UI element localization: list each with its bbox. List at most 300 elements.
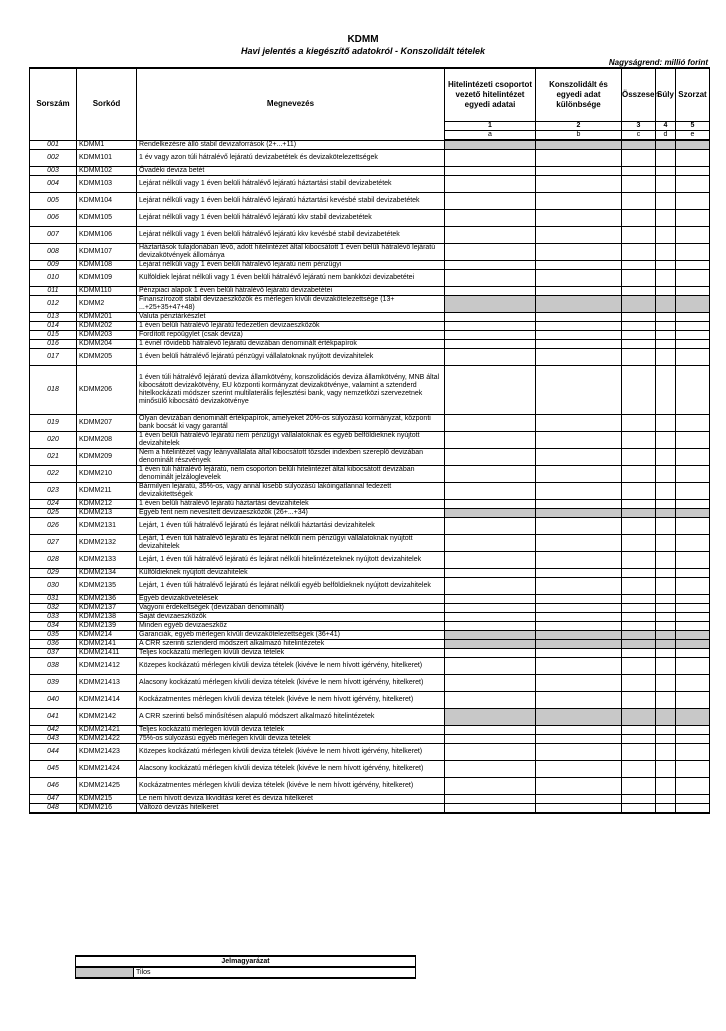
row-name: Háztartások tulajdonában lévő, adott hitelintézet által kibocsátott 1 éven belüli hátralévő lejáratú devizakötvények állománya [137, 244, 445, 261]
data-cell[interactable] [536, 778, 622, 795]
row-code: KDMM21413 [77, 675, 137, 692]
table-row [30, 658, 710, 675]
data-cell[interactable] [536, 244, 622, 261]
data-cell[interactable] [445, 744, 536, 761]
data-cell[interactable] [622, 349, 656, 366]
data-cell[interactable] [622, 366, 656, 415]
cell-forbidden [676, 296, 710, 313]
data-cell[interactable] [445, 552, 536, 569]
row-name: Kockázatmentes mérlegen kívüli deviza tételek (kivéve le nem hívott igérvény, hitelkeret) [137, 692, 445, 709]
data-cell[interactable] [622, 331, 656, 340]
data-cell[interactable] [536, 795, 622, 804]
data-cell[interactable] [622, 518, 656, 535]
data-cell[interactable] [445, 210, 536, 227]
data-cell[interactable] [622, 150, 656, 167]
data-cell[interactable] [536, 322, 622, 331]
data-cell[interactable] [656, 167, 676, 176]
data-cell[interactable] [622, 761, 656, 778]
data-cell[interactable] [656, 313, 676, 322]
data-cell[interactable] [656, 287, 676, 296]
data-cell[interactable] [656, 692, 676, 709]
table-row [30, 167, 710, 176]
data-cell[interactable] [656, 622, 676, 631]
data-cell[interactable] [536, 415, 622, 432]
row-name: Egyéb devizakövetelések [137, 595, 445, 604]
data-cell[interactable] [676, 692, 710, 709]
data-cell[interactable] [622, 449, 656, 466]
data-cell[interactable] [656, 340, 676, 349]
data-cell[interactable] [536, 340, 622, 349]
data-cell[interactable] [536, 432, 622, 449]
data-cell[interactable] [622, 804, 656, 814]
data-cell[interactable] [656, 331, 676, 340]
data-cell[interactable] [622, 340, 656, 349]
cell-forbidden [656, 140, 676, 150]
data-cell[interactable] [622, 658, 656, 675]
data-cell[interactable] [622, 578, 656, 595]
data-cell[interactable] [656, 578, 676, 595]
row-name: 1 évnél rövidebb hátralévő lejáratú devizában denominált értékpapírok [137, 340, 445, 349]
row-code: KDMM211 [77, 483, 137, 500]
data-cell[interactable] [622, 535, 656, 552]
row-name: 1 éven túli hátralévő lejáratú, nem csoporton belüli hitelintézet által kibocsátott devizában denominált jelzáloglevelek [137, 466, 445, 483]
table-row [30, 244, 710, 261]
data-cell[interactable] [676, 622, 710, 631]
data-cell[interactable] [676, 331, 710, 340]
data-cell[interactable] [676, 176, 710, 193]
row-name: A CRR szerinti belső minősítésen alapuló módszert alkalmazó hitelintézetek [137, 709, 445, 726]
row-code: KDMM2132 [77, 535, 137, 552]
data-cell[interactable] [676, 227, 710, 244]
row-number: 012 [30, 296, 77, 313]
data-cell[interactable] [676, 313, 710, 322]
data-cell[interactable] [676, 322, 710, 331]
data-cell[interactable] [656, 649, 676, 658]
row-code: KDMM109 [77, 270, 137, 287]
cell-forbidden [676, 640, 710, 649]
data-cell[interactable] [536, 744, 622, 761]
data-cell[interactable] [622, 552, 656, 569]
data-cell[interactable] [622, 210, 656, 227]
data-cell[interactable] [622, 244, 656, 261]
data-cell[interactable] [445, 658, 536, 675]
data-cell[interactable] [536, 804, 622, 814]
row-code: KDMM21424 [77, 761, 137, 778]
data-cell[interactable] [676, 726, 710, 735]
data-cell[interactable] [656, 675, 676, 692]
data-cell[interactable] [536, 261, 622, 270]
data-cell[interactable] [676, 552, 710, 569]
data-cell[interactable] [656, 595, 676, 604]
data-cell[interactable] [676, 500, 710, 509]
data-cell[interactable] [676, 675, 710, 692]
data-cell[interactable] [676, 761, 710, 778]
data-cell[interactable] [445, 366, 536, 415]
data-cell[interactable] [676, 466, 710, 483]
data-cell[interactable] [676, 366, 710, 415]
data-cell[interactable] [536, 287, 622, 296]
data-cell[interactable] [445, 176, 536, 193]
data-cell[interactable] [445, 535, 536, 552]
data-cell[interactable] [445, 432, 536, 449]
data-cell[interactable] [445, 569, 536, 578]
data-cell[interactable] [536, 466, 622, 483]
cell-forbidden [536, 296, 622, 313]
data-cell[interactable] [622, 287, 656, 296]
col-letter: c [622, 131, 656, 141]
cell-forbidden [536, 509, 622, 518]
data-cell[interactable] [656, 726, 676, 735]
data-cell[interactable] [656, 483, 676, 500]
row-name: Lejárt, 1 éven túli hátralévő lejáratú és lejárat nélküli egyéb belföldieknek nyújtott devizahitelek [137, 578, 445, 595]
data-cell[interactable] [656, 150, 676, 167]
data-cell[interactable] [676, 804, 710, 814]
data-cell[interactable] [656, 449, 676, 466]
data-cell[interactable] [536, 193, 622, 210]
col-number: 1 [445, 122, 536, 131]
row-number: 029 [30, 569, 77, 578]
data-cell[interactable] [536, 569, 622, 578]
data-cell[interactable] [676, 595, 710, 604]
data-cell[interactable] [445, 735, 536, 744]
data-cell[interactable] [622, 167, 656, 176]
data-cell[interactable] [622, 622, 656, 631]
data-cell[interactable] [445, 270, 536, 287]
data-cell[interactable] [445, 449, 536, 466]
row-code: KDMM203 [77, 331, 137, 340]
data-cell[interactable] [445, 261, 536, 270]
data-cell[interactable] [622, 692, 656, 709]
data-cell[interactable] [445, 287, 536, 296]
data-cell[interactable] [656, 569, 676, 578]
data-cell[interactable] [656, 613, 676, 622]
row-code: KDMM207 [77, 415, 137, 432]
data-cell[interactable] [676, 795, 710, 804]
data-cell[interactable] [536, 761, 622, 778]
data-cell[interactable] [536, 500, 622, 509]
data-cell[interactable] [445, 604, 536, 613]
data-cell[interactable] [445, 483, 536, 500]
data-cell[interactable] [656, 535, 676, 552]
row-number: 044 [30, 744, 77, 761]
data-cell[interactable] [622, 270, 656, 287]
data-cell[interactable] [676, 210, 710, 227]
data-cell[interactable] [445, 778, 536, 795]
data-cell[interactable] [622, 675, 656, 692]
data-cell[interactable] [536, 658, 622, 675]
data-cell[interactable] [622, 795, 656, 804]
row-number: 015 [30, 331, 77, 340]
data-cell[interactable] [656, 415, 676, 432]
data-cell[interactable] [622, 604, 656, 613]
data-cell[interactable] [536, 595, 622, 604]
data-cell[interactable] [536, 675, 622, 692]
row-number: 032 [30, 604, 77, 613]
data-cell[interactable] [445, 244, 536, 261]
data-cell[interactable] [656, 366, 676, 415]
data-cell[interactable] [656, 322, 676, 331]
col-header-sorkod: Sorkód [77, 68, 137, 140]
data-cell[interactable] [676, 287, 710, 296]
data-cell[interactable] [656, 500, 676, 509]
table-row [30, 322, 710, 331]
data-cell[interactable] [676, 244, 710, 261]
data-cell[interactable] [445, 726, 536, 735]
data-cell[interactable] [622, 466, 656, 483]
data-cell[interactable] [445, 804, 536, 814]
data-cell[interactable] [445, 795, 536, 804]
data-cell[interactable] [676, 167, 710, 176]
data-cell[interactable] [676, 735, 710, 744]
cell-forbidden [622, 709, 656, 726]
cell-forbidden [656, 296, 676, 313]
data-cell[interactable] [676, 483, 710, 500]
row-number: 019 [30, 415, 77, 432]
data-cell[interactable] [536, 649, 622, 658]
data-cell[interactable] [656, 466, 676, 483]
data-cell[interactable] [656, 735, 676, 744]
row-number: 042 [30, 726, 77, 735]
row-number: 007 [30, 227, 77, 244]
data-cell[interactable] [536, 622, 622, 631]
data-cell[interactable] [622, 500, 656, 509]
data-cell[interactable] [676, 193, 710, 210]
data-cell[interactable] [656, 244, 676, 261]
data-cell[interactable] [656, 432, 676, 449]
row-name: Teljes kockázatú mérlegen kívüli deviza tételek [137, 649, 445, 658]
row-number: 016 [30, 340, 77, 349]
table-row [30, 778, 710, 795]
row-number: 036 [30, 640, 77, 649]
data-cell[interactable] [656, 795, 676, 804]
table-row [30, 761, 710, 778]
data-cell[interactable] [536, 483, 622, 500]
table-row [30, 449, 710, 466]
data-cell[interactable] [656, 227, 676, 244]
data-cell[interactable] [536, 449, 622, 466]
data-cell[interactable] [676, 432, 710, 449]
data-cell[interactable] [536, 366, 622, 415]
row-number: 038 [30, 658, 77, 675]
data-cell[interactable] [622, 726, 656, 735]
data-cell[interactable] [536, 270, 622, 287]
data-cell[interactable] [656, 270, 676, 287]
data-cell[interactable] [536, 227, 622, 244]
col-header-2: Konszolidált és egyedi adat különbsége [536, 68, 622, 122]
legend-label: Tilos [134, 967, 416, 978]
data-cell[interactable] [445, 622, 536, 631]
data-cell[interactable] [676, 658, 710, 675]
data-cell[interactable] [445, 613, 536, 622]
data-cell[interactable] [676, 340, 710, 349]
table-row [30, 415, 710, 432]
data-cell[interactable] [445, 692, 536, 709]
data-cell[interactable] [622, 261, 656, 270]
col-letter: d [656, 131, 676, 141]
data-cell[interactable] [622, 322, 656, 331]
data-cell[interactable] [656, 176, 676, 193]
data-cell[interactable] [656, 518, 676, 535]
data-cell[interactable] [445, 595, 536, 604]
row-name: Valuta pénztárkészlet [137, 313, 445, 322]
data-cell[interactable] [656, 210, 676, 227]
data-cell[interactable] [676, 535, 710, 552]
data-cell[interactable] [536, 692, 622, 709]
table-row [30, 500, 710, 509]
table-row [30, 509, 710, 518]
data-cell[interactable] [536, 578, 622, 595]
data-cell[interactable] [676, 261, 710, 270]
table-row [30, 432, 710, 449]
data-cell[interactable] [536, 349, 622, 366]
row-name: Külföldieknek nyújtott devizahitelek [137, 569, 445, 578]
table-row [30, 270, 710, 287]
data-cell[interactable] [676, 349, 710, 366]
data-cell[interactable] [622, 613, 656, 622]
data-cell[interactable] [445, 466, 536, 483]
data-cell[interactable] [445, 415, 536, 432]
row-name: Egyéb fent nem nevesített devizaeszközök (26+...+34) [137, 509, 445, 518]
data-cell[interactable] [445, 167, 536, 176]
data-cell[interactable] [676, 604, 710, 613]
data-cell[interactable] [445, 227, 536, 244]
data-cell[interactable] [536, 735, 622, 744]
report-subtitle: Havi jelentés a kiegészítő adatokról - Konszolidált tételek [240, 46, 486, 56]
data-cell[interactable] [676, 415, 710, 432]
data-cell[interactable] [445, 349, 536, 366]
table-row [30, 483, 710, 500]
row-name: Közepes kockázatú mérlegen kívüli deviza tételek (kivéve le nem hívott igérvény, hitelkeret) [137, 744, 445, 761]
col-header-4: Súly [656, 68, 676, 122]
row-name: Lejárt, 1 éven túli hátralévő lejáratú és lejárat nélküli hitelintézeteknek nyújtott devizahitelek [137, 552, 445, 569]
row-code: KDMM2139 [77, 622, 137, 631]
data-cell[interactable] [536, 176, 622, 193]
data-cell[interactable] [676, 649, 710, 658]
row-name: Le nem hívott deviza likviditási keret és deviza hitelkeret [137, 795, 445, 804]
data-cell[interactable] [622, 744, 656, 761]
data-cell[interactable] [676, 778, 710, 795]
data-cell[interactable] [445, 675, 536, 692]
data-cell[interactable] [445, 761, 536, 778]
data-cell[interactable] [536, 150, 622, 167]
data-cell[interactable] [676, 569, 710, 578]
data-cell[interactable] [536, 552, 622, 569]
cell-forbidden [676, 631, 710, 640]
table-row [30, 744, 710, 761]
row-code: KDMM202 [77, 322, 137, 331]
data-cell[interactable] [536, 313, 622, 322]
data-cell[interactable] [536, 726, 622, 735]
unit-label: Nagyságrend: millió forint [608, 58, 708, 67]
row-code: KDMM212 [77, 500, 137, 509]
data-cell[interactable] [445, 322, 536, 331]
data-cell[interactable] [676, 150, 710, 167]
data-cell[interactable] [536, 535, 622, 552]
table-row [30, 518, 710, 535]
row-number: 011 [30, 287, 77, 296]
data-cell[interactable] [656, 658, 676, 675]
cell-forbidden [622, 296, 656, 313]
row-name: Lejárt, 1 éven túli hátralévő lejáratú és lejárat nélküli háztartási devizahitelek [137, 518, 445, 535]
data-cell[interactable] [445, 518, 536, 535]
row-number: 034 [30, 622, 77, 631]
data-cell[interactable] [656, 261, 676, 270]
data-cell[interactable] [536, 518, 622, 535]
data-cell[interactable] [536, 210, 622, 227]
data-cell[interactable] [656, 193, 676, 210]
row-code: KDMM110 [77, 287, 137, 296]
legend-swatch [76, 967, 134, 978]
data-cell[interactable] [445, 578, 536, 595]
row-number: 017 [30, 349, 77, 366]
table-row [30, 692, 710, 709]
data-cell[interactable] [622, 415, 656, 432]
data-cell[interactable] [622, 483, 656, 500]
row-name: Lejárt, 1 éven túli hátralévő lejáratú és lejárat nélküli nem pénzügyi vállalatoknak nyújtott devizahitelek [137, 535, 445, 552]
table-row [30, 227, 710, 244]
data-cell[interactable] [622, 313, 656, 322]
data-cell[interactable] [536, 167, 622, 176]
data-cell[interactable] [536, 613, 622, 622]
row-name: Nem a hitelintézet vagy leányvállalata által kibocsátott tőzsdei indexben szereplő devizában denominált részvények [137, 449, 445, 466]
data-cell[interactable] [656, 761, 676, 778]
data-cell[interactable] [656, 604, 676, 613]
cell-forbidden [622, 509, 656, 518]
data-cell[interactable] [536, 604, 622, 613]
data-cell[interactable] [676, 270, 710, 287]
cell-forbidden [656, 709, 676, 726]
row-number: 043 [30, 735, 77, 744]
row-code: KDMM104 [77, 193, 137, 210]
data-cell[interactable] [622, 735, 656, 744]
data-cell[interactable] [445, 500, 536, 509]
row-name: Közepes kockázatú mérlegen kívüli deviza tételek (kivéve le nem hívott igérvény, hitelkeret) [137, 658, 445, 675]
cell-forbidden [536, 140, 622, 150]
data-cell[interactable] [445, 649, 536, 658]
data-cell[interactable] [622, 649, 656, 658]
table-row [30, 735, 710, 744]
data-cell[interactable] [622, 569, 656, 578]
data-cell[interactable] [622, 193, 656, 210]
row-number: 037 [30, 649, 77, 658]
data-cell[interactable] [656, 552, 676, 569]
row-number: 005 [30, 193, 77, 210]
data-cell[interactable] [622, 176, 656, 193]
data-cell[interactable] [445, 313, 536, 322]
data-cell[interactable] [622, 432, 656, 449]
data-cell[interactable] [656, 349, 676, 366]
data-cell[interactable] [622, 595, 656, 604]
data-cell[interactable] [676, 613, 710, 622]
data-cell[interactable] [536, 331, 622, 340]
table-row [30, 210, 710, 227]
data-cell[interactable] [676, 578, 710, 595]
data-cell[interactable] [445, 331, 536, 340]
data-cell[interactable] [676, 449, 710, 466]
data-cell[interactable] [445, 193, 536, 210]
data-cell[interactable] [445, 150, 536, 167]
data-cell[interactable] [676, 744, 710, 761]
data-cell[interactable] [656, 778, 676, 795]
data-cell[interactable] [622, 778, 656, 795]
data-cell[interactable] [656, 744, 676, 761]
cell-forbidden [536, 631, 622, 640]
cell-forbidden [656, 631, 676, 640]
data-cell[interactable] [445, 340, 536, 349]
data-cell[interactable] [622, 227, 656, 244]
data-cell[interactable] [656, 804, 676, 814]
data-cell[interactable] [676, 518, 710, 535]
